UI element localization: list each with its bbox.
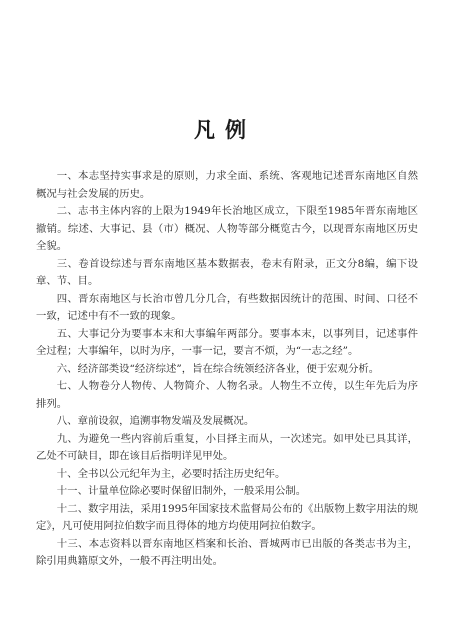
- guideline-item-13: 十三、本志资料以晋东南地区档案和长治、晋城两市已出版的各类志书为主，除引用典籍原文外，一般不再注明出处。: [36, 537, 418, 567]
- guideline-item-8: 八、章前设叙，追溯事物发端及发展概况。: [56, 415, 255, 427]
- guideline-item-9: 九、为避免一些内容前后重复，小目择主而从，一次述完。如甲处已具其详，乙处不可缺目，即在该目后指明详见甲处。: [36, 432, 418, 462]
- guideline-item-5: 五、大事记分为要事本末和大事编年两部分。要事本末，以事列目，记述事件全过程；大事编年，以时为序，一事一记，要言不烦，为“一志之经”。: [36, 327, 418, 357]
- guideline-item-1: 一、本志坚持实事求是的原则，力求全面、系统、客观地记述晋东南地区自然概况与社会发展的历史。: [36, 170, 418, 200]
- guideline-item-11: 十一、计量单位除必要时保留旧制外，一般采用公制。: [56, 485, 307, 497]
- guideline-item-3: 三、卷首设综述与晋东南地区基本数据表，卷末有附录，正文分8编，编下设章、节、目。: [36, 257, 418, 287]
- guideline-item-10: 十、全书以公元纪年为主，必要时括注历史纪年。: [56, 467, 286, 480]
- guideline-item-12: 十二、数字用法，采用1995年国家技术监督局公布的《出版物上数字用法的规定》，凡可使用阿拉伯数字而且得体的地方均使用阿拉伯数字。: [36, 502, 418, 532]
- guideline-item-6: 六、经济部类设“经济综述”，旨在综合统领经济各业，便于宏观分析。: [56, 362, 380, 375]
- guidelines-body: [36, 168, 418, 571]
- page-title: 凡例: [194, 117, 256, 142]
- guideline-item-2: 二、志书主体内容的上限为1949年长治地区成立，下限至1985年晋东南地区撤销。综述、大事记、县（市）概况、人物等部分概览古今，以现晋东南地区历史全貌。: [36, 205, 418, 252]
- guideline-item-7: 七、人物卷分人物传、人物简介、人物名录。人物生不立传，以生年先后为序排列。: [36, 380, 418, 410]
- guideline-item-4: 四、晋东南地区与长治市曾几分几合，有些数据因统计的范围、时间、口径不一致，记述中有不一致的现象。: [36, 292, 418, 322]
